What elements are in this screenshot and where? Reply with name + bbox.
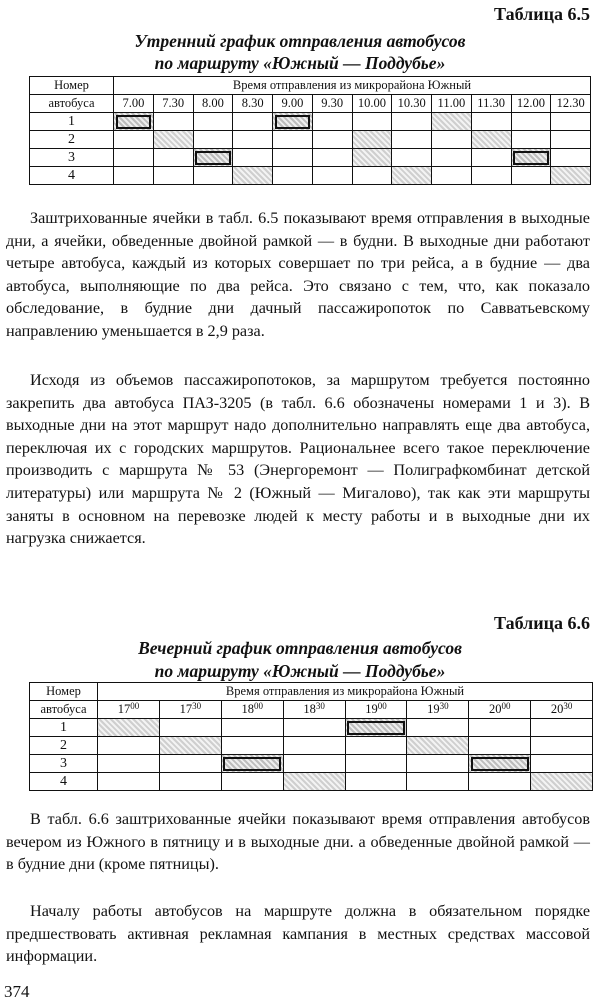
- table2-cell: [531, 755, 593, 773]
- table2-time-minutes: 00: [253, 701, 263, 711]
- table2-cell: [345, 737, 407, 755]
- table1-time-header: 10.30: [392, 95, 432, 113]
- table1-title-line1: Утренний график отправления автобусов: [134, 31, 466, 51]
- table2-label: Таблица 6.6: [494, 613, 590, 633]
- table1-morning-schedule: [29, 76, 591, 185]
- table2-time-hour: 20: [550, 702, 564, 716]
- table2-time-minutes: 30: [192, 701, 202, 711]
- table2-row: [30, 737, 593, 755]
- table2-cell: [283, 719, 345, 737]
- table1-cell: [432, 113, 472, 131]
- table1-cell: [352, 167, 392, 185]
- table1-time-header: 9.00: [273, 95, 313, 113]
- table1-row: [30, 149, 591, 167]
- table2-cell: [159, 755, 221, 773]
- table1-cell: [392, 167, 432, 185]
- table1-row: [30, 167, 591, 185]
- table1-time-header: 12.00: [511, 95, 551, 113]
- table2-cell: [98, 755, 160, 773]
- table2-time-header: [469, 701, 531, 719]
- table2-cell: [407, 755, 469, 773]
- table1-cell: [153, 131, 193, 149]
- table2-time-hour: 18: [241, 702, 254, 716]
- table2-time-hour: 17: [179, 702, 193, 716]
- table2-time-header: [159, 701, 221, 719]
- table1-cell: [312, 149, 352, 167]
- table1-title-line2: по маршруту «Южный — Поддубье»: [154, 53, 446, 73]
- table1-cell: [352, 149, 392, 167]
- table2-cell: [159, 773, 221, 791]
- table2-time-minutes: 00: [501, 701, 511, 711]
- paragraph-1-text: Заштрихованные ячейки в табл. 6.5 показывают время отправления в выходные дни, а ячейки, обведенные двойной рамкой — в будни. В выходные дни работают четыре автобуса, каждый из которых совершает по три рейса, а в будние — два автобуса, выполняющие по два рейса. Это связано с тем, что, как показало обследование, в будние дни дачный пассажиропоток по Савватьевскому направлению уменьшается в 2,9 раза.: [6, 209, 590, 340]
- table1-cell: [193, 131, 233, 149]
- table1-cell: [471, 131, 511, 149]
- table1-cell: [511, 149, 551, 167]
- table2-cell: [345, 773, 407, 791]
- table2-bus-number: 4: [30, 773, 98, 791]
- table2-cell: [159, 737, 221, 755]
- table2-time-hour: 18: [303, 702, 316, 716]
- table1-cell: [551, 167, 591, 185]
- table2-title-line2: по маршруту «Южный — Поддубье»: [154, 661, 446, 681]
- table2-time-hour: 19: [365, 702, 378, 716]
- table2-time-minutes: 30: [563, 701, 573, 711]
- table2-cell: [407, 773, 469, 791]
- table2-time-header: [98, 701, 160, 719]
- table2-row: [30, 773, 593, 791]
- table1-cell: [392, 149, 432, 167]
- table1-cell: [551, 113, 591, 131]
- table2-cell: [469, 737, 531, 755]
- table2-evening-schedule: [29, 682, 593, 791]
- table1-cell: [511, 167, 551, 185]
- table2-row: [30, 755, 593, 773]
- table1-time-header: 8.00: [193, 95, 233, 113]
- table2-time-header: [283, 701, 345, 719]
- table1-bus-number: 2: [30, 131, 114, 149]
- table1-row: [30, 131, 591, 149]
- table2-cell: [283, 755, 345, 773]
- table1-cell: [273, 167, 313, 185]
- table1-cell: [511, 131, 551, 149]
- table1-cell: [153, 149, 193, 167]
- table1-cell: [551, 131, 591, 149]
- table1-cell: [312, 167, 352, 185]
- table1-cell: [392, 113, 432, 131]
- table1-time-header: 11.00: [432, 95, 472, 113]
- table1-cell: [273, 131, 313, 149]
- table2-cell: [407, 737, 469, 755]
- table1-cell: [511, 113, 551, 131]
- table2-time-minutes: 00: [130, 701, 140, 711]
- table1-cell: [114, 149, 154, 167]
- table2-time-hour: 20: [488, 702, 502, 716]
- paragraph-4-text: Началу работы автобусов на маршруте должна в обязательном порядке предшествовать активная рекламная кампания в местных средствах массовой информации.: [6, 902, 590, 966]
- table2-bus-number: 1: [30, 719, 98, 737]
- table1-cell: [392, 131, 432, 149]
- table1-cell: [233, 149, 273, 167]
- table1-time-header: 11.30: [471, 95, 511, 113]
- table2-bus-number: 2: [30, 737, 98, 755]
- table1-cell: [471, 167, 511, 185]
- table2-cell: [221, 719, 283, 737]
- table1-cell: [193, 113, 233, 131]
- table1-cell: [312, 131, 352, 149]
- table1-cell: [114, 131, 154, 149]
- table1-cell: [114, 113, 154, 131]
- paragraph-3: [6, 808, 590, 876]
- table2-title-line1: Вечерний график отправления автобусов: [138, 638, 462, 658]
- table2-time-header: [407, 701, 469, 719]
- table1-head-num-line2: автобуса: [30, 95, 114, 113]
- table1-cell: [233, 131, 273, 149]
- table2-head-num-line1: Номер: [30, 683, 98, 701]
- table1-cell: [193, 149, 233, 167]
- table2-cell: [98, 773, 160, 791]
- table1-bus-number: 3: [30, 149, 114, 167]
- table2-cell: [221, 737, 283, 755]
- table2-cell: [159, 719, 221, 737]
- table1-time-header: 7.30: [153, 95, 193, 113]
- table1-cell: [352, 113, 392, 131]
- table2-row: [30, 719, 593, 737]
- table1-cell: [193, 167, 233, 185]
- table2-cell: [469, 773, 531, 791]
- table1-cell: [273, 149, 313, 167]
- table1-cell: [471, 113, 511, 131]
- table1-cell: [551, 149, 591, 167]
- paragraph-2-text: Исходя из объемов пассажиропотоков, за маршрутом требуется постоянно закрепить два автобуса ПАЗ-3205 (в табл. 6.6 обозначены номерами 1 и 3). В выходные дни на этот маршрут надо дополнительно направлять еще два автобуса, переключая их с городских маршрутов. Рациональнее всего такое переключение производить с маршрута № 53 (Энергоремонт — Полиграфкомбинат детской литературы) или маршрута № 2 (Южный — Мигалово), так как эти маршруты заняты в основном на перевозке людей к месту работы и в выходные дни их нагрузка снижается.: [6, 371, 590, 548]
- table2-cell: [283, 737, 345, 755]
- table1-head-time: Время отправления из микрорайона Южный: [114, 77, 591, 95]
- table1-cell: [114, 167, 154, 185]
- table1-cell: [312, 113, 352, 131]
- table1-row: [30, 113, 591, 131]
- table2-head-time: Время отправления из микрорайона Южный: [98, 683, 593, 701]
- table1-cell: [432, 167, 472, 185]
- table1-cell: [153, 113, 193, 131]
- table1-time-header: 7.00: [114, 95, 154, 113]
- table2-cell: [345, 755, 407, 773]
- table1-label: Таблица 6.5: [494, 4, 590, 24]
- table1-time-header: 9.30: [312, 95, 352, 113]
- table2-time-header: [345, 701, 407, 719]
- table2-time-minutes: 30: [315, 701, 325, 711]
- table1-time-header: 8.30: [233, 95, 273, 113]
- table2-cell: [469, 719, 531, 737]
- table1-cell: [432, 149, 472, 167]
- table2-bus-number: 3: [30, 755, 98, 773]
- table1-cell: [471, 149, 511, 167]
- table2-cell: [221, 755, 283, 773]
- table2-cell: [98, 719, 160, 737]
- table1-cell: [233, 113, 273, 131]
- table1-cell: [233, 167, 273, 185]
- paragraph-4: [6, 900, 590, 968]
- table2-time-hour: 17: [117, 702, 131, 716]
- table2-time-minutes: 30: [439, 701, 449, 711]
- table2-cell: [98, 737, 160, 755]
- table1-cell: [273, 113, 313, 131]
- table2-cell: [531, 773, 593, 791]
- table1-cell: [432, 131, 472, 149]
- table1-bus-number: 4: [30, 167, 114, 185]
- table1-time-header: 12.30: [551, 95, 591, 113]
- table2-head-num-line2: автобуса: [30, 701, 98, 719]
- table2-time-hour: 19: [427, 702, 440, 716]
- table1-time-header: 10.00: [352, 95, 392, 113]
- page-number: 374: [4, 982, 30, 1001]
- table2-cell: [531, 737, 593, 755]
- table1-cell: [153, 167, 193, 185]
- table2-cell: [469, 755, 531, 773]
- table2-time-minutes: 00: [377, 701, 387, 711]
- table1-head-num-line1: Номер: [30, 77, 114, 95]
- table1-bus-number: 1: [30, 113, 114, 131]
- table2-time-header: [531, 701, 593, 719]
- paragraph-1: [6, 207, 590, 343]
- paragraph-2: [6, 369, 590, 550]
- paragraph-3-text: В табл. 6.6 заштрихованные ячейки показывают время отправления автобусов вечером из Южного в пятницу и в выходные дни. а обведенные двойной рамкой — в будние дни (кроме пятницы).: [6, 810, 590, 874]
- table2-cell: [407, 719, 469, 737]
- table2-cell: [531, 719, 593, 737]
- table2-time-header: [221, 701, 283, 719]
- table2-cell: [283, 773, 345, 791]
- table2-cell: [345, 719, 407, 737]
- table1-cell: [352, 131, 392, 149]
- table2-cell: [221, 773, 283, 791]
